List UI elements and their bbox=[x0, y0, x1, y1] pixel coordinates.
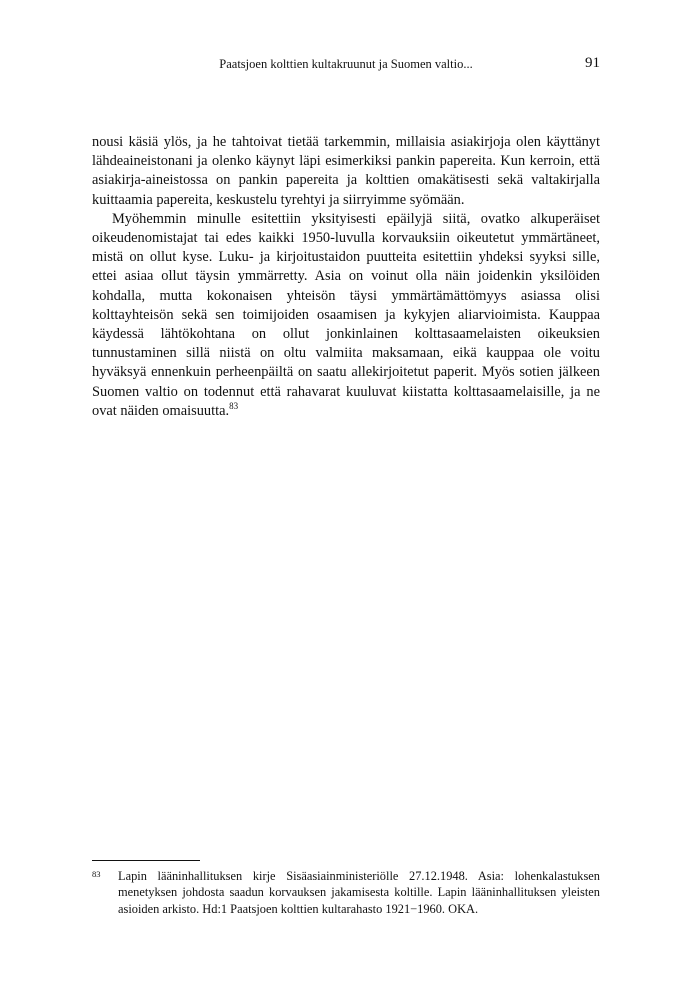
running-title: Paatsjoen kolttien kultakruunut ja Suomen valtio... bbox=[219, 57, 473, 71]
paragraph-2 bbox=[92, 210, 600, 421]
footnote-number: 83 bbox=[92, 869, 101, 879]
footnote bbox=[92, 868, 600, 917]
running-head bbox=[92, 54, 600, 74]
paragraph-1 bbox=[92, 133, 600, 210]
paragraph-2-text: Myöhemmin minulle esitettiin yksityisesti epäilyjä siitä, ovatko alkuperäiset oikeudenomistajat tai edes kaikki 1950-luvulla korvauksiin oikeutetut ymmärtäneet, mistä on ollut kyse. Luku- ja kirjoitustaidon puutteita esitettiin yhdeksi syyksi sille, ettei asiaa ollut täysin ymmärretty. Asia on voinut olla näin joidenkin yksilöiden kohdalla, mutta kokonaisen yhteisön täysi ymmärtämättömyys asiassa olisi kolttayhteisön sekä sen toimijoiden osaamisen ja kykyjen aliarvioimista. Kauppaa käydessä lähtökohtana on ollut jonkinlainen kolttasaamelaisten oikeuksien tunnustaminen sillä niistä on oltu valmiita maksamaan, eikä kauppaa ole voitu hyväksyä ennenkuin perheenpäiltä on saatu allekirjoitetut paperit. Myös sotien jälkeen Suomen valtio on todennut että rahavarat kuuluvat kiistatta kolttasaamelaisille, ja ne ovat näiden omaisuutta. bbox=[92, 210, 600, 419]
footnote-reference[interactable]: 83 bbox=[229, 401, 239, 412]
footnote-text: Lapin lääninhallituksen kirje Sisäasiainministeriölle 27.12.1948. Asia: lohenkalastuksen menetyksen johdosta saadun korvauksen jakamisesta koltille. Lapin lääninhallituksen yleisten asioiden arkisto. Hd:1 Paatsjoen kolttien kultarahasto 1921−1960. OKA. bbox=[118, 869, 600, 916]
paragraph-1-text: nousi käsiä ylös, ja he tahtoivat tietää tarkemmin, millaisia asiakirjoja olen käyttänyt lähdeaineistonani ja olenko käynyt läpi esimerkiksi pankin papereita. Kun kerroin, että asiakirja-aineistossa on pankin papereita ja kolttien omakätisesti sekä valtakirjalla kuittaamia papereita, keskustelu tyrehtyi ja siirryimme syömään. bbox=[92, 134, 600, 208]
page-number: 91 bbox=[585, 55, 600, 71]
footnote-separator bbox=[92, 860, 200, 861]
body-text bbox=[92, 133, 600, 421]
